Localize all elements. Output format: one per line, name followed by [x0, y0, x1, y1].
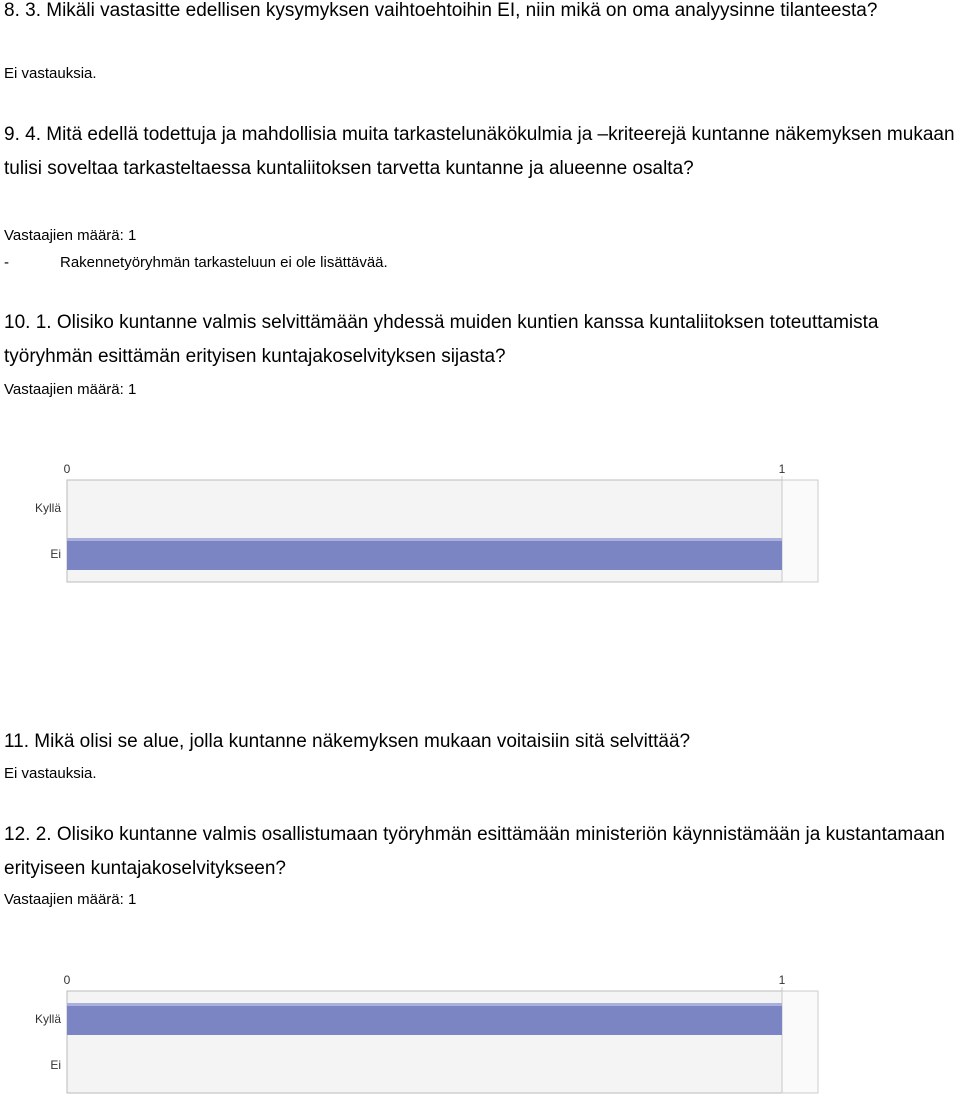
tick-label: 1 — [778, 462, 786, 476]
category-label: Kyllä — [34, 1012, 61, 1026]
bar — [67, 538, 782, 570]
bar-chart-10 — [0, 455, 960, 595]
bar-highlight — [67, 1003, 782, 1006]
chart-question-12 — [0, 966, 960, 1096]
question-9-title: 9. 4. Mitä edellä todettuja ja mahdollisia muita tarkastelunäkökulmia ja –kriteerejä kuntanne näkemyksen mukaan tulisi soveltaa tarkasteltaessa kuntaliitoksen tarvetta kuntanne ja alueenne osalta? — [4, 124, 955, 179]
bar — [67, 1003, 782, 1035]
category-label: Ei — [50, 1058, 61, 1072]
category-label: Kyllä — [34, 501, 61, 515]
question-10-title: 10. 1. Olisiko kuntanne valmis selvittämään yhdessä muiden kuntien kanssa kuntaliitoksen toteuttamista työryhmän esittämän erityisen kuntajakoselvityksen sijasta? — [4, 312, 879, 367]
chart-question-10 — [0, 455, 960, 595]
plot-margin — [782, 991, 818, 1093]
question-12-respondents: Vastaajien määrä: 1 — [4, 891, 137, 908]
question-11-title: 11. Mikä olisi se alue, jolla kuntanne näkemyksen mukaan voitaisiin sitä selvittää? — [4, 731, 691, 752]
question-8-title: 8. 3. Mikäli vastasitte edellisen kysymyksen vaihtoehtoihin EI, niin mikä on oma analyysinne tilanteesta? — [4, 0, 878, 21]
bar-highlight — [67, 538, 782, 541]
bar-chart-12 — [0, 966, 960, 1096]
question-9-answer — [4, 253, 388, 273]
tick-label: 1 — [778, 973, 786, 987]
answer-text: Rakennetyöryhmän tarkasteluun ei ole lisättävää. — [60, 254, 388, 271]
question-10-respondents: Vastaajien määrä: 1 — [4, 381, 137, 398]
question-8-status: Ei vastauksia. — [4, 65, 97, 82]
tick-label: 0 — [63, 462, 71, 476]
question-12-title: 12. 2. Olisiko kuntanne valmis osallistumaan työryhmän esittämään ministeriön käynnistämään ja kustantamaan erityiseen kuntajakoselvitykseen? — [4, 824, 945, 879]
question-9-respondents: Vastaajien määrä: 1 — [4, 227, 137, 244]
plot-margin — [782, 480, 818, 582]
category-label: Ei — [50, 547, 61, 561]
answer-dash: - — [4, 254, 9, 271]
question-11-status: Ei vastauksia. — [4, 765, 97, 782]
tick-label: 0 — [63, 973, 71, 987]
